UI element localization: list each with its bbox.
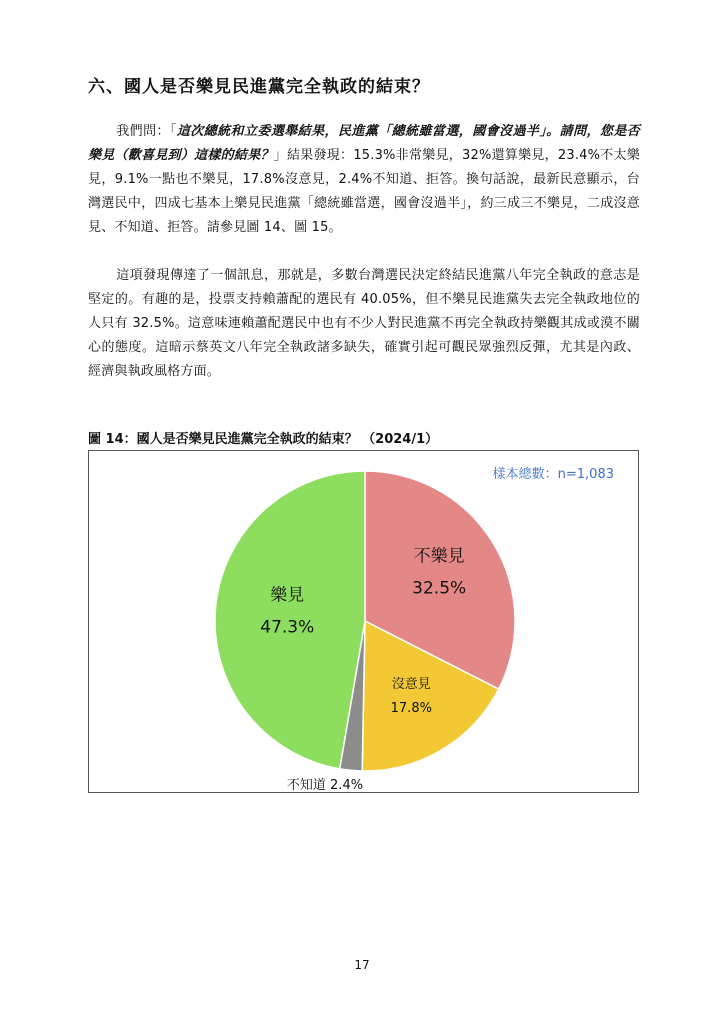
page-number: 17 bbox=[354, 958, 370, 972]
pie-value-no-opinion: 17.8% bbox=[390, 701, 432, 717]
figure-caption: 圖 14：國人是否樂見民進黨完全執政的結束？ （2024/1） bbox=[88, 432, 439, 447]
pie-value-unhappy: 32.5% bbox=[412, 578, 467, 599]
pie-label-unhappy: 不樂見 bbox=[413, 546, 465, 567]
pie-label-dont-know: 不知道 2.4% bbox=[286, 778, 364, 792]
paragraph-1 bbox=[88, 120, 640, 240]
survey-question: 這次總統和立委選舉結果，民進黨「總統雖當選，國會沒過半」。請問，您是否樂見（歡喜見到）這樣的結果？ bbox=[88, 124, 640, 163]
figure-frame bbox=[88, 450, 639, 793]
pie-chart bbox=[89, 451, 638, 792]
paragraph-1-results: 」結果發現：15.3%非常樂見，32%還算樂見，23.4%不太樂見，9.1%一點也不樂見，17.8%沒意見，2.4%不知道、拒答。換句話說，最新民意顯示，台灣選民中，四成七基本上樂見民進黨「總統雖當選，國會沒過半」，約三成三不樂見，二成沒意見、不知道、拒答。請參見圖 14、圖 15。 bbox=[88, 148, 640, 235]
paragraph-1-intro: 我們問：「 bbox=[116, 124, 177, 139]
pie-label-happy: 樂見 bbox=[270, 585, 305, 606]
pie-label-no-opinion: 沒意見 bbox=[391, 677, 431, 693]
section-heading: 六、國人是否樂見民進黨完全執政的結束？ bbox=[88, 77, 430, 97]
pie-value-happy: 47.3% bbox=[260, 617, 315, 638]
sample-size-note: 樣本總數：n=1,083 bbox=[492, 467, 614, 482]
paragraph-2 bbox=[88, 264, 640, 384]
paragraph-2-text: 這項發現傳達了一個訊息，那就是，多數台灣選民決定終結民進黨八年完全執政的意志是堅定的。有趣的是，投票支持賴蕭配的選民有 40.05%，但不樂見民進黨失去完全執政地位的人只有 32.5%。這意味連賴蕭配選民中也有不少人對民進黨不再完全執政持樂觀其成或漠不關心的態度。這暗示蔡英文八年完全執政諸多缺失，確實引起可觀民眾強烈反彈，尤其是內政、經濟與執政風格方面。 bbox=[88, 268, 640, 379]
